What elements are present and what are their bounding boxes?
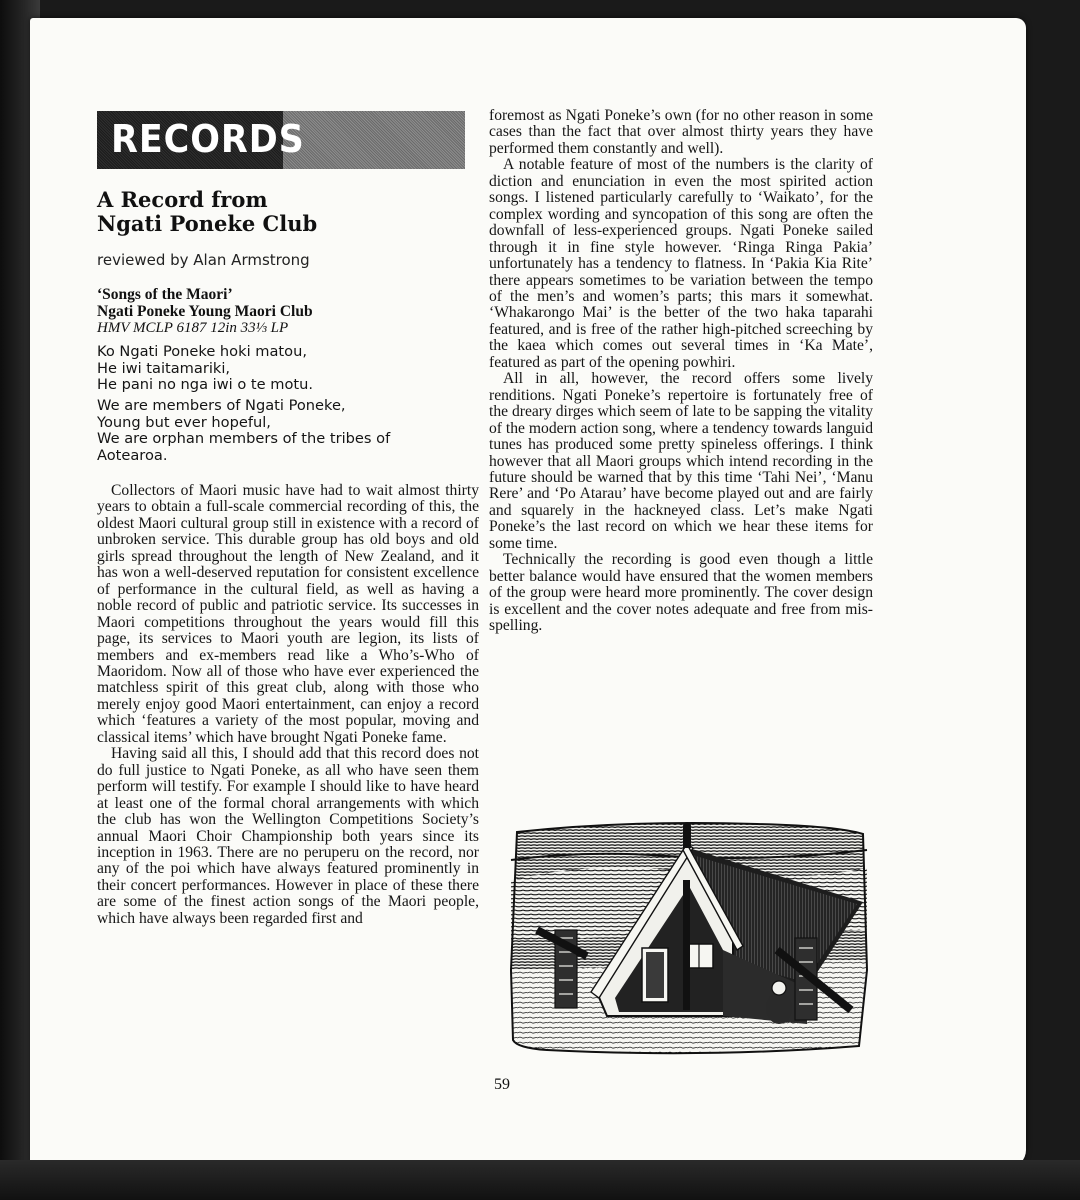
record-title: ‘Songs of the Maori’ xyxy=(97,286,233,303)
verse-maori xyxy=(97,344,477,394)
record-catalogue: HMV MCLP 6187 12in 33⅓ LP xyxy=(97,320,289,336)
right-column-body xyxy=(489,108,873,635)
section-banner-text: RECORDS xyxy=(111,117,305,161)
body-paragraph: Technically the recording is good even though a little better balance would have ensured that the women members of the group were heard more prominently. The cover design is excellent and the cover notes adequate and free from mis-spelling. xyxy=(489,551,873,635)
record-details xyxy=(97,287,477,320)
verse-english-line: We are members of Ngati Poneke, xyxy=(97,397,346,414)
verse-english-line: Aotearoa. xyxy=(97,446,168,464)
headline-line-2: Ngati Poneke Club xyxy=(97,211,318,236)
magazine-page xyxy=(30,18,1026,1168)
body-paragraph: A notable feature of most of the numbers is the clarity of diction and enunciation in even the most spirited action songs. I listened particularly carefully to ‘Waikato’, for the complex wording and syncopation of this song are often the downfall of less-experienced groups. Ngati Poneke sailed through it in fine style however. ‘Ringa Ringa Pakia’ unfortunately has a tendency to flatness. In ‘Pakia Kia Rite’ there appears sometimes to be variation between the tempo of the men’s and women’s parts; this mars it somewhat. ‘Whakarongo Mai’ is the better of the two haka taparahi featured, and is free of the rather high-pitched screeching by the kaea which comes out several times in ‘Ka Mate’, featured as part of the opening powhiri. xyxy=(489,156,873,371)
verse-english xyxy=(97,398,477,464)
verse-maori-line: Ko Ngati Poneke hoki matou, xyxy=(97,343,307,360)
article-headline xyxy=(97,188,477,236)
page-number: 59 xyxy=(494,1076,510,1093)
article-byline: reviewed by Alan Armstrong xyxy=(97,251,310,269)
headline-line-1: A Record from xyxy=(97,187,268,212)
left-column-body xyxy=(97,483,479,927)
body-paragraph: foremost as Ngati Poneke’s own (for no other reason in some cases than the fact that over almost thirty years they have performed them constantly and well). xyxy=(489,107,873,157)
record-artist: Ngati Poneke Young Maori Club xyxy=(97,302,313,320)
meeting-house-woodcut-illustration xyxy=(507,820,869,1058)
verse-maori-line: He pani no nga iwi o te motu. xyxy=(97,376,313,393)
verse-english-line: Young but ever hopeful, xyxy=(97,413,271,431)
verse-english-line: We are orphan members of the tribes of xyxy=(97,430,391,447)
body-paragraph: Having said all this, I should add that this record does not do full justice to Ngati Poneke, as all who have seen them perform will testify. For example I should like to have heard at least one of the formal choral arrangements with which the club has won the Wellington Competitions Society’s annual Maori Choir Championship both years since its inception in 1963. There are no peruperu on the record, nor any of the poi which have always featured prominently in their concert performances. However in place of these there are some of the finest action songs of the Maori people, which have always been regarded first and xyxy=(97,745,479,927)
body-paragraph: All in all, however, the record offers some lively renditions. Ngati Poneke’s repertoire is fortunately free of the dreary dirges which seem of late to be sapping the vitality of the modern action song, where a tendency towards languid tunes has produced some pretty spineless offerings. I think however that all Maori groups which intend recording in the future should be warned that by this time ‘Tahi Nei’, ‘Manu Rere’ and ‘Po Atarau’ have become played out and are fairly and squarely in the hackneyed class. Let’s make Ngati Poneke’s the last record on which we hear these items for some time. xyxy=(489,370,873,552)
verse-maori-line: He iwi taitamariki, xyxy=(97,359,231,377)
section-banner xyxy=(97,111,465,169)
body-paragraph: Collectors of Maori music have had to wait almost thirty years to obtain a full-scale commercial recording of this, the oldest Maori cultural group still in existence with a record of unbroken service. This durable group has old boys and old girls spread throughout the length of New Zealand, and it has won a well-deserved reputation for consistent excellence of performance in the cultural field, as well as having a noble record of public and patriotic service. Its successes in Maori competitions throughout the years would fill this page, its services to Maori youth are legion, its lists of members and ex-members read like a Who’s-Who of Maoridom. Now all of those who have ever experienced the matchless spirit of this great club, along with those who merely enjoy good Maori entertainment, can enjoy a record which ‘features a variety of the most popular, moving and classical items’ which have brought Ngati Poneke fame. xyxy=(97,482,479,746)
scan-edge-bottom xyxy=(0,1160,1080,1200)
